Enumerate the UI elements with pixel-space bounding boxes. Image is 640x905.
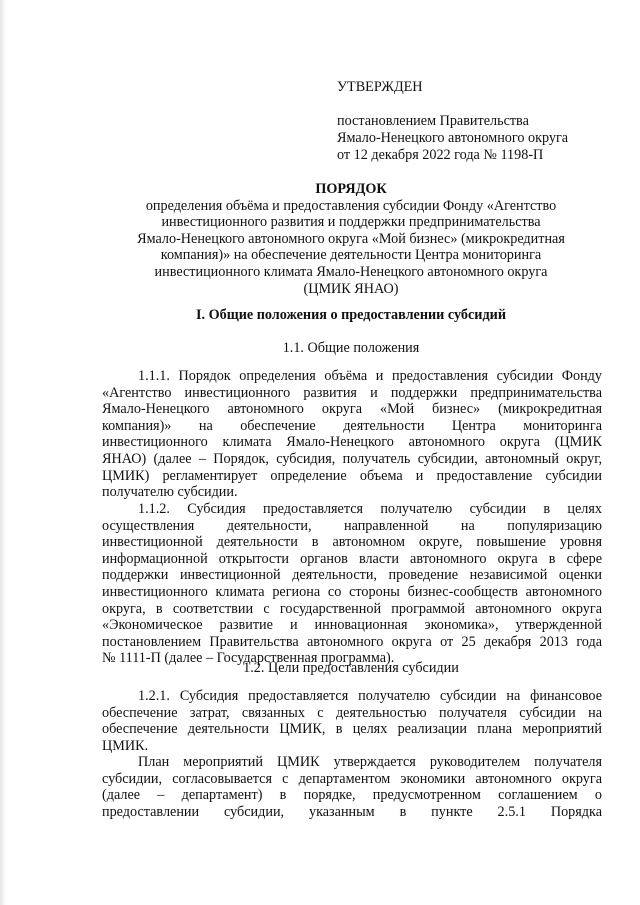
subsection-title-1-2: 1.2. Цели предоставления субсидии <box>243 660 459 676</box>
text-line: инвестиционного климата региона со стороны бизнес-сообществ автономного <box>102 583 602 600</box>
section-title: I. Общие положения о предоставлении субсидий <box>195 307 507 323</box>
scan-edge-shadow <box>0 0 6 905</box>
text-line: инвестиционной деятельности в автономном округе, повышение уровня <box>102 534 602 551</box>
document-subtitle-line: Ямало-Ненецкого автономного округа «Мой бизнес» (микрокредитная <box>137 230 565 247</box>
text-line: инвестиционного климата Ямало-Ненецкого автономного округа (ЦМИК <box>102 434 602 451</box>
text-line: предоставлении субсидии, указанным в пункте 2.5.1 Порядка <box>102 803 602 820</box>
text-line: обеспечение деятельности ЦМИК, в целях реализации плана мероприятий <box>102 721 602 738</box>
paragraph-1-2-1 <box>102 688 602 754</box>
text-line: компания)» на обеспечение деятельности Центра мониторинга <box>102 417 602 434</box>
text-line: План мероприятий ЦМИК утверждается руководителем получателя <box>138 754 602 770</box>
text-line: постановлением Правительства автономного округа от 25 декабря 2013 года <box>102 633 602 650</box>
document-title: ПОРЯДОК <box>315 181 387 197</box>
document-subtitle-line: инвестиционного климата Ямало-Ненецкого автономного округа <box>154 263 548 280</box>
approval-line-2: Ямало-Ненецкого автономного округа <box>337 130 569 146</box>
text-line: 1.1.1. Порядок определения объёма и предоставления субсидии Фонду <box>138 368 602 384</box>
text-line: (далее – департамент) в порядке, предусмотренном соглашением о <box>102 787 602 804</box>
text-line: Ямало-Ненецкого автономного округа «Мой бизнес» (микрокредитная <box>102 401 602 418</box>
text-line: получателю субсидии. <box>102 484 238 501</box>
subsection-title-1-1: 1.1. Общие положения <box>282 340 420 356</box>
document-heading <box>100 181 602 297</box>
text-line: «Агентство инвестиционного развития и поддержки предпринимательства <box>102 384 602 401</box>
text-line: осуществления деятельности, направленной на популяризацию <box>102 517 602 534</box>
paragraph-1-2-2 <box>102 754 602 820</box>
text-line: ЦМИК) регламентирует определение объема и предоставление субсидии <box>102 467 602 484</box>
text-line: 1.2.1. Субсидия предоставляется получателю субсидии на финансовое <box>138 688 602 704</box>
text-line: округа, в соответствии с государственной программой автономного округа <box>102 600 602 617</box>
text-line: ЦМИК. <box>102 737 149 754</box>
text-line: 1.1.2. Субсидия предоставляется получателю субсидии в целях <box>138 501 602 517</box>
document-subtitle-line: (ЦМИК ЯНАО) <box>303 280 399 297</box>
text-line: информационной открытости органов власти автономного округа в сфере <box>102 550 602 567</box>
document-subtitle-line: компания)» на обеспечение деятельности Центра мониторинга <box>160 247 542 264</box>
approval-block <box>337 79 617 164</box>
document-subtitle-line: инвестиционного развития и поддержки предпринимательства <box>161 214 541 231</box>
paragraph-1-1-2 <box>102 501 602 667</box>
approval-line-1: постановлением Правительства <box>337 113 529 129</box>
text-line: поддержки инвестиционной деятельности, проведение независимой оценки <box>102 567 602 584</box>
document-subtitle-line: определения объёма и предоставления субсидии Фонду «Агентство <box>145 197 557 214</box>
approval-title: УТВЕРЖДЕН <box>337 79 423 95</box>
text-line: ЯНАО) (далее – Порядок, субсидия, получатель субсидии, автономный округ, <box>102 450 602 467</box>
text-line: субсидии, согласовывается с департаментом экономики автономного округа <box>102 770 602 787</box>
text-line: обеспечение затрат, связанных с деятельностью получателя субсидии на <box>102 704 602 721</box>
approval-line-3: от 12 декабря 2022 года № 1198-П <box>337 147 544 163</box>
text-line: № 1111-П (далее – Государственная программа). <box>102 650 395 667</box>
text-line: «Экономическое развитие и инновационная экономика», утвержденной <box>102 617 602 634</box>
paragraph-1-1-1 <box>102 368 602 501</box>
